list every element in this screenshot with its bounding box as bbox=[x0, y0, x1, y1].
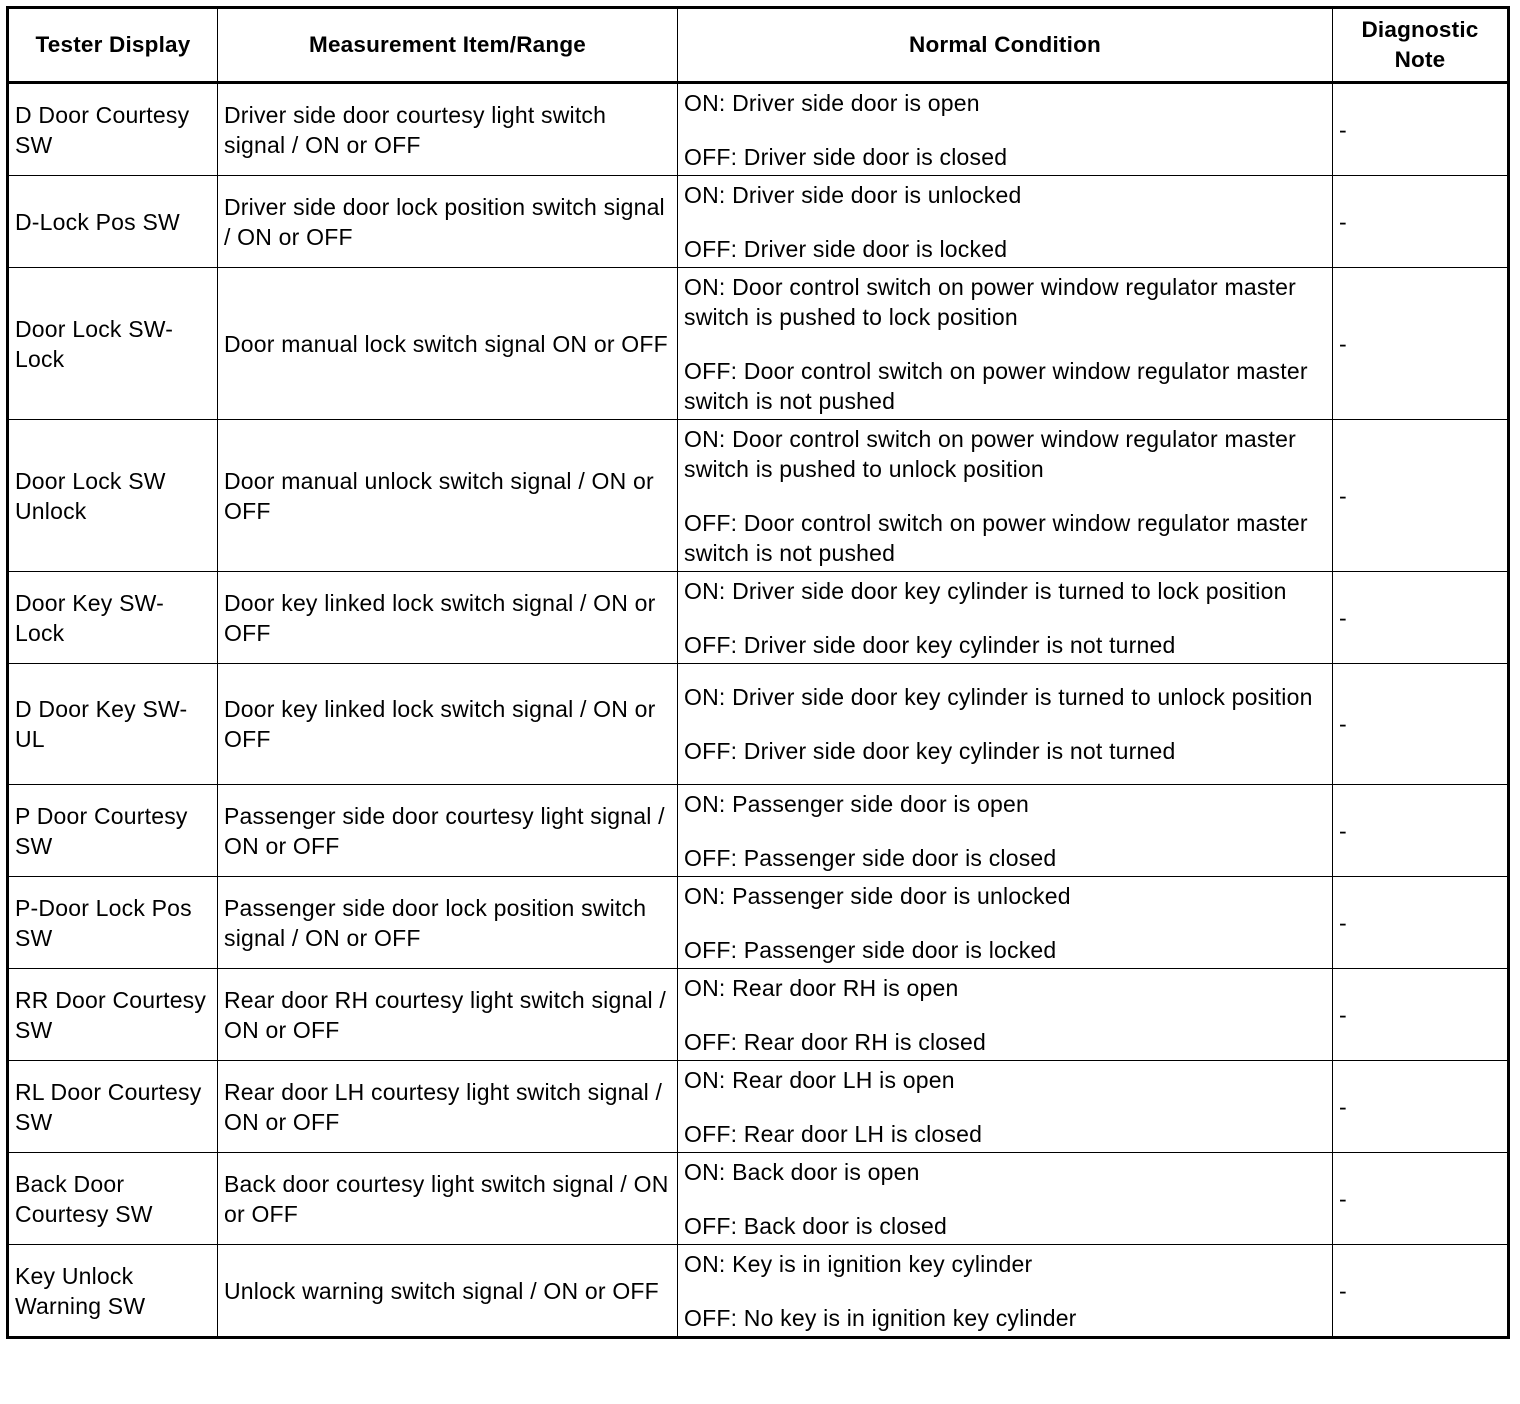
condition-off: OFF: Back door is closed bbox=[684, 1212, 947, 1239]
measurement-cell: Door manual unlock switch signal / ON or OFF bbox=[218, 420, 678, 572]
normal-condition-cell bbox=[678, 1153, 1333, 1245]
normal-condition-cell bbox=[678, 969, 1333, 1061]
diagnostic-note-cell: - bbox=[1333, 572, 1509, 664]
condition-on: ON: Driver side door is unlocked bbox=[684, 181, 1022, 208]
tester-display-cell: Door Key SW-Lock bbox=[8, 572, 218, 664]
condition-off: OFF: Driver side door key cylinder is not turned bbox=[684, 631, 1176, 658]
table-row bbox=[8, 420, 1509, 572]
condition-off: OFF: Door control switch on power window regulator master switch is not pushed bbox=[684, 509, 1308, 566]
condition-on: ON: Door control switch on power window regulator master switch is pushed to lock position bbox=[684, 273, 1296, 330]
condition-off: OFF: Passenger side door is locked bbox=[684, 936, 1057, 963]
table-row bbox=[8, 1061, 1509, 1153]
table-row bbox=[8, 268, 1509, 420]
table-row bbox=[8, 83, 1509, 176]
normal-condition-cell bbox=[678, 1245, 1333, 1338]
diagnostic-note-cell: - bbox=[1333, 176, 1509, 268]
condition-on: ON: Passenger side door is open bbox=[684, 790, 1030, 817]
table-row bbox=[8, 176, 1509, 268]
diagnostic-note-cell: - bbox=[1333, 83, 1509, 176]
header-measurement-item: Measurement Item/Range bbox=[218, 8, 678, 83]
condition-on: ON: Rear door LH is open bbox=[684, 1066, 955, 1093]
measurement-cell: Unlock warning switch signal / ON or OFF bbox=[218, 1245, 678, 1338]
normal-condition-cell bbox=[678, 420, 1333, 572]
condition-off: OFF: Driver side door is locked bbox=[684, 235, 1008, 262]
diagnostic-note-cell: - bbox=[1333, 1245, 1509, 1338]
table-row bbox=[8, 1153, 1509, 1245]
tester-display-cell: D Door Key SW-UL bbox=[8, 664, 218, 785]
normal-condition-cell bbox=[678, 785, 1333, 877]
measurement-cell: Driver side door courtesy light switch signal / ON or OFF bbox=[218, 83, 678, 176]
table-row bbox=[8, 877, 1509, 969]
tester-display-cell: Door Lock SW Unlock bbox=[8, 420, 218, 572]
tester-display-cell: RR Door Courtesy SW bbox=[8, 969, 218, 1061]
tester-display-cell: Key Unlock Warning SW bbox=[8, 1245, 218, 1338]
condition-on: ON: Driver side door key cylinder is turned to lock position bbox=[684, 577, 1287, 604]
condition-off: OFF: Rear door LH is closed bbox=[684, 1120, 983, 1147]
measurement-cell: Back door courtesy light switch signal / ON or OFF bbox=[218, 1153, 678, 1245]
condition-on: ON: Key is in ignition key cylinder bbox=[684, 1250, 1033, 1277]
condition-on: ON: Door control switch on power window regulator master switch is pushed to unlock position bbox=[684, 425, 1296, 482]
measurement-cell: Door key linked lock switch signal / ON or OFF bbox=[218, 664, 678, 785]
measurement-cell: Rear door LH courtesy light switch signal / ON or OFF bbox=[218, 1061, 678, 1153]
condition-off: OFF: No key is in ignition key cylinder bbox=[684, 1304, 1077, 1331]
measurement-cell: Door manual lock switch signal ON or OFF bbox=[218, 268, 678, 420]
normal-condition-cell bbox=[678, 176, 1333, 268]
normal-condition-cell bbox=[678, 1061, 1333, 1153]
measurement-cell: Rear door RH courtesy light switch signal / ON or OFF bbox=[218, 969, 678, 1061]
table-body bbox=[8, 83, 1509, 1338]
diagnostic-note-cell: - bbox=[1333, 268, 1509, 420]
diagnostic-note-cell: - bbox=[1333, 785, 1509, 877]
table-row bbox=[8, 664, 1509, 785]
diagnostic-note-cell: - bbox=[1333, 420, 1509, 572]
condition-off: OFF: Driver side door key cylinder is not turned bbox=[684, 738, 1176, 764]
condition-off: OFF: Door control switch on power window regulator master switch is not pushed bbox=[684, 357, 1308, 414]
tester-display-cell: D Door Courtesy SW bbox=[8, 83, 218, 176]
table-row bbox=[8, 1245, 1509, 1338]
header-row bbox=[8, 8, 1509, 83]
normal-condition-cell bbox=[678, 268, 1333, 420]
diagnostic-note-cell: - bbox=[1333, 664, 1509, 785]
diagnostic-note-cell: - bbox=[1333, 969, 1509, 1061]
table-row bbox=[8, 572, 1509, 664]
measurement-cell: Door key linked lock switch signal / ON or OFF bbox=[218, 572, 678, 664]
measurement-cell: Passenger side door courtesy light signal / ON or OFF bbox=[218, 785, 678, 877]
diagnostic-note-cell: - bbox=[1333, 1153, 1509, 1245]
diagnostic-note-cell: - bbox=[1333, 877, 1509, 969]
condition-on: ON: Driver side door key cylinder is turned to unlock position bbox=[684, 684, 1313, 710]
table-row bbox=[8, 969, 1509, 1061]
tester-display-cell: P-Door Lock Pos SW bbox=[8, 877, 218, 969]
condition-off: OFF: Passenger side door is closed bbox=[684, 844, 1057, 871]
condition-on: ON: Passenger side door is unlocked bbox=[684, 882, 1071, 909]
condition-on: ON: Rear door RH is open bbox=[684, 974, 959, 1001]
tester-display-cell: D-Lock Pos SW bbox=[8, 176, 218, 268]
header-tester-display: Tester Display bbox=[8, 8, 218, 83]
data-list-table bbox=[6, 6, 1510, 1339]
tester-display-cell: P Door Courtesy SW bbox=[8, 785, 218, 877]
normal-condition-cell bbox=[678, 572, 1333, 664]
tester-display-cell: RL Door Courtesy SW bbox=[8, 1061, 218, 1153]
condition-on: ON: Driver side door is open bbox=[684, 89, 980, 116]
diagnostic-note-cell: - bbox=[1333, 1061, 1509, 1153]
table-row bbox=[8, 785, 1509, 877]
normal-condition-cell bbox=[678, 664, 1333, 785]
table-header bbox=[8, 8, 1509, 83]
condition-off: OFF: Driver side door is closed bbox=[684, 143, 1008, 170]
measurement-cell: Passenger side door lock position switch signal / ON or OFF bbox=[218, 877, 678, 969]
tester-display-cell: Back Door Courtesy SW bbox=[8, 1153, 218, 1245]
tester-display-cell: Door Lock SW-Lock bbox=[8, 268, 218, 420]
normal-condition-cell bbox=[678, 877, 1333, 969]
condition-off: OFF: Rear door RH is closed bbox=[684, 1028, 986, 1055]
header-normal-condition: Normal Condition bbox=[678, 8, 1333, 83]
normal-condition-cell bbox=[678, 83, 1333, 176]
header-diagnostic-note: Diagnostic Note bbox=[1333, 8, 1509, 83]
measurement-cell: Driver side door lock position switch signal / ON or OFF bbox=[218, 176, 678, 268]
condition-on: ON: Back door is open bbox=[684, 1158, 920, 1185]
